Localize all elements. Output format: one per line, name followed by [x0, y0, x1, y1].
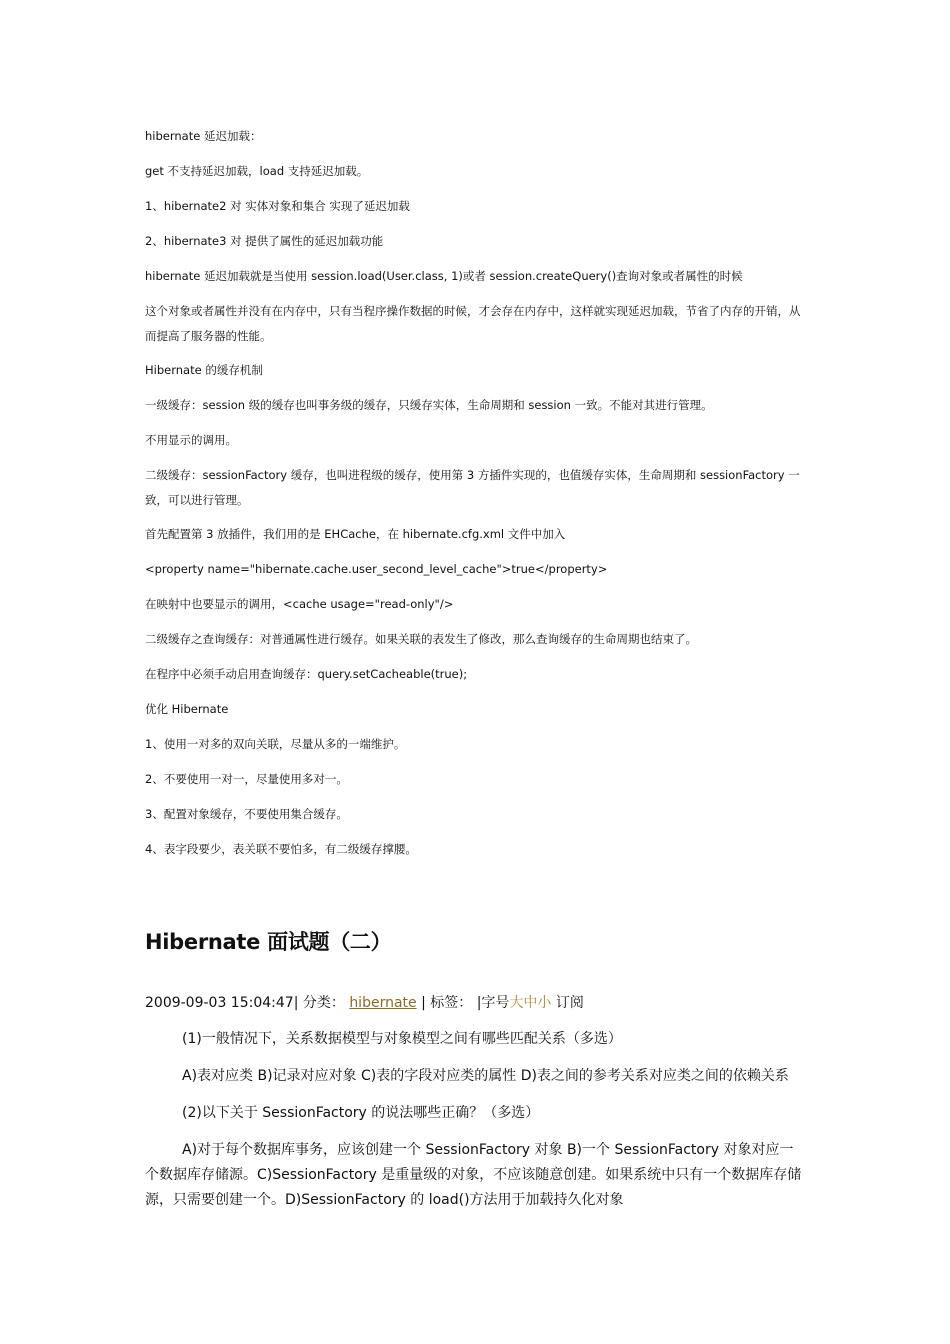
- font-size-options[interactable]: 大中小: [509, 995, 552, 1011]
- text-line: 首先配置第 3 放插件，我们用的是 EHCache，在 hibernate.cfg.xml 文件中加入: [145, 527, 566, 541]
- text-line: 二级缓存之查询缓存：对普通属性进行缓存。如果关联的表发生了修改，那么查询缓存的生命周期也结束了。: [145, 632, 697, 646]
- text-paragraph: 二级缓存：sessionFactory 缓存，也叫进程级的缓存，使用第 3 方插件实现的，也值缓存实体，生命周期和 sessionFactory 一致，可以进行管理。: [145, 468, 800, 507]
- text-line: hibernate 延迟加载就是当使用 session.load(User.class, 1)或者 session.createQuery()查询对象或者属性的时候: [145, 269, 743, 283]
- text-line: 一级缓存：session 级的缓存也叫事务级的缓存，只缓存实体，生命周期和 session 一致。不能对其进行管理。: [145, 398, 713, 412]
- text-line: hibernate 延迟加载：: [145, 129, 262, 143]
- section-label: 优化 Hibernate: [145, 702, 229, 716]
- code-line: <property name="hibernate.cache.user_second_level_cache">true</property>: [145, 562, 608, 576]
- list-item: 1、使用一对多的双向关联，尽量从多的一端维护。: [145, 737, 406, 751]
- list-item: 3、配置对象缓存，不要使用集合缓存。: [145, 807, 348, 821]
- subscribe-link[interactable]: 订阅: [555, 995, 584, 1011]
- tags-label: 标签：: [430, 995, 473, 1011]
- text-line: 不用显示的调用。: [145, 433, 237, 447]
- article-title: Hibernate 面试题（二）: [145, 930, 392, 954]
- list-item: 2、不要使用一对一，尽量使用多对一。: [145, 772, 348, 786]
- list-item: 4、表字段要少，表关联不要怕多，有二级缓存撑腰。: [145, 842, 417, 856]
- text-line: 在程序中必须手动启用查询缓存：query.setCacheable(true);: [145, 667, 468, 681]
- text-line: 1、hibernate2 对 实体对象和集合 实现了延迟加载: [145, 199, 410, 213]
- question-2-options: A)对于每个数据库事务，应该创建一个 SessionFactory 对象 B)一个 SessionFactory 对象对应一个数据库存储源。C)SessionFactory 是重量级的对象，不应该随意创建。如果系统中只有一个数据库存储源，只需要创建一个。D)SessionFactory 的 load()方法用于加载持久化对象: [145, 1142, 802, 1208]
- post-datetime: 2009-09-03 15:04:47|: [145, 995, 299, 1011]
- question-1-options: A)表对应类 B)记录对应对象 C)表的字段对应类的属性 D)表之间的参考关系对应类之间的依赖关系: [182, 1068, 789, 1084]
- meta-separator: |: [421, 995, 426, 1011]
- question-2: (2)以下关于 SessionFactory 的说法哪些正确？（多选）: [182, 1105, 540, 1121]
- text-paragraph: 这个对象或者属性并没有在内存中，只有当程序操作数据的时候，才会存在内存中，这样就实现延迟加载，节省了内存的开销，从而提高了服务器的性能。: [145, 304, 801, 343]
- article-meta: [145, 993, 584, 1013]
- category-label: 分类：: [302, 995, 345, 1011]
- font-size-label: |字号: [476, 995, 510, 1011]
- category-link[interactable]: hibernate: [349, 995, 417, 1011]
- question-1: (1)一般情况下，关系数据模型与对象模型之间有哪些匹配关系（多选）: [182, 1031, 622, 1047]
- section-label: Hibernate 的缓存机制: [145, 363, 263, 377]
- text-line: 在映射中也要显示的调用，<cache usage="read-only"/>: [145, 597, 454, 611]
- text-line: 2、hibernate3 对 提供了属性的延迟加载功能: [145, 234, 384, 248]
- text-line: get 不支持延迟加载，load 支持延迟加载。: [145, 164, 369, 178]
